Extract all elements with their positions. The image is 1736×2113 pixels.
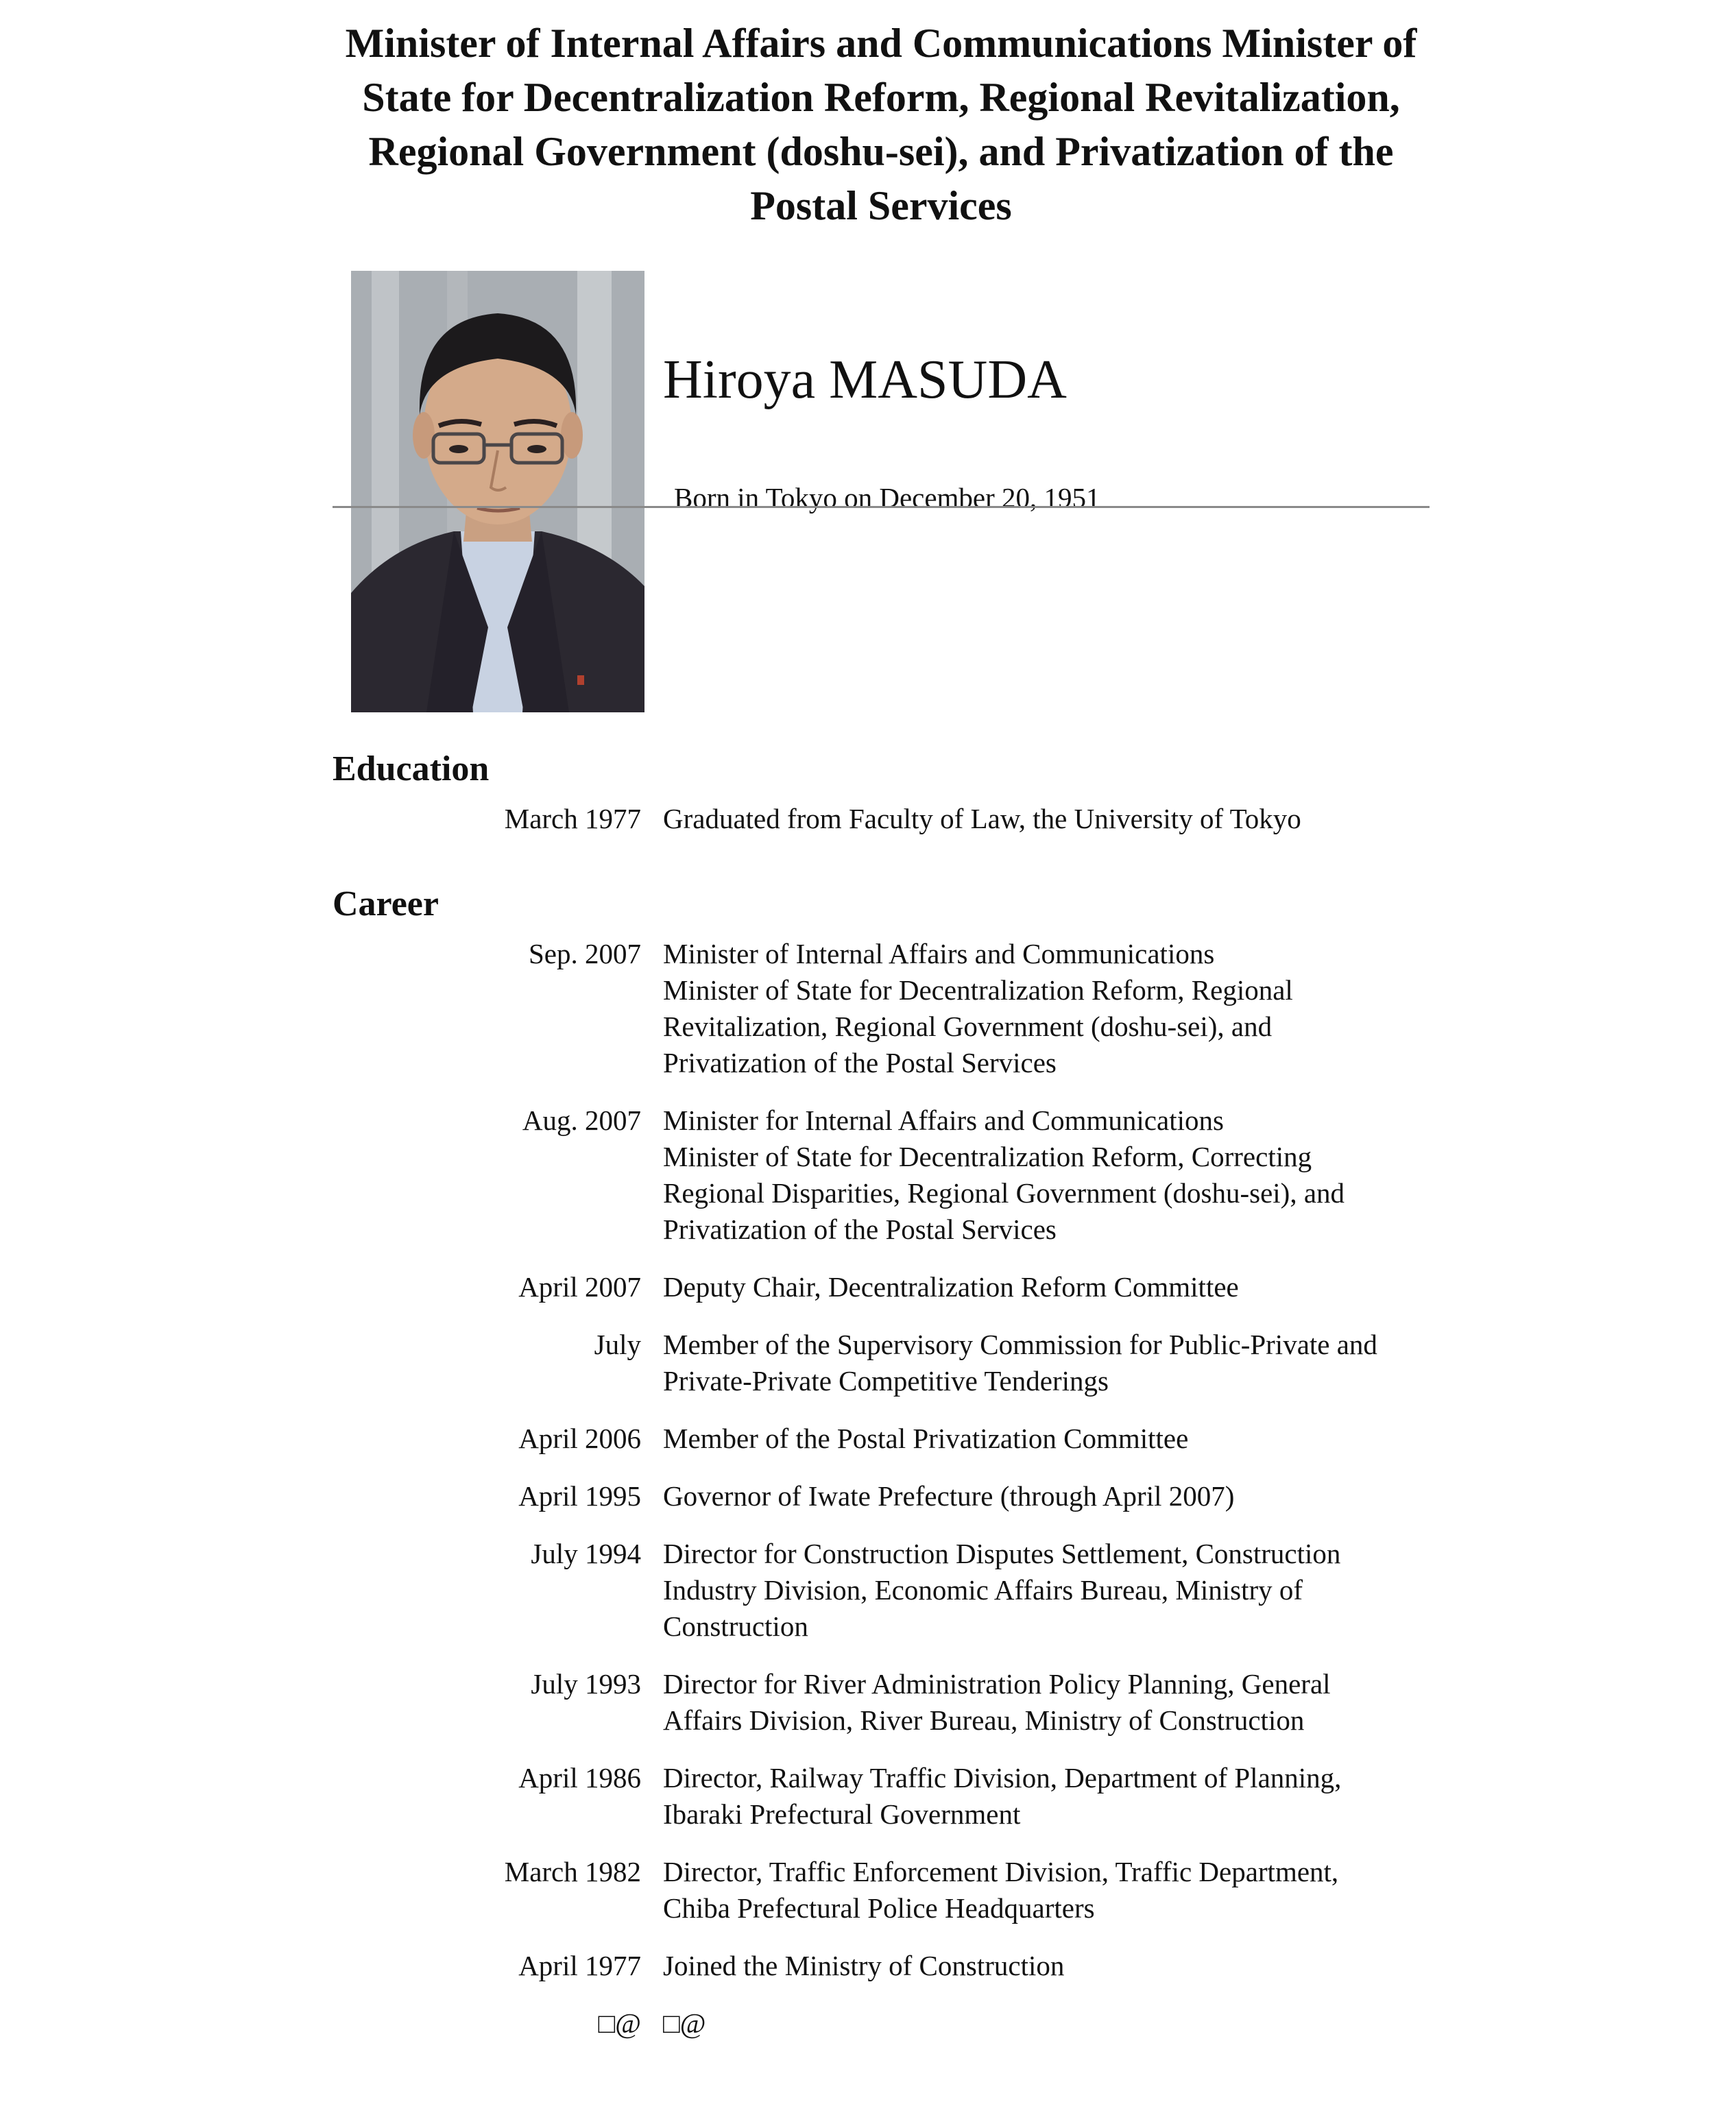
career-entry xyxy=(333,1421,1430,1457)
career-entry xyxy=(333,1948,1430,1984)
entry-line: Revitalization, Regional Government (doshu-sei), and xyxy=(663,1011,1273,1042)
entry-line: Regional Disparities, Regional Government (doshu-sei), and xyxy=(663,1177,1345,1209)
career-entry xyxy=(333,1327,1430,1399)
entry-line: Privatization of the Postal Services xyxy=(663,1047,1057,1078)
entry-line: Director, Railway Traffic Division, Department of Planning, xyxy=(663,1762,1342,1794)
entry-date: April 1977 xyxy=(518,1950,641,1981)
birth-info: Born in Tokyo on December 20, 1951 xyxy=(674,482,1100,514)
entry-line: Joined the Ministry of Construction xyxy=(663,1950,1065,1981)
career-list xyxy=(333,936,1430,2042)
entry-date: March 1977 xyxy=(504,803,641,834)
education-heading: Education xyxy=(333,749,490,788)
entry-date: Sep. 2007 xyxy=(529,938,641,969)
entry-line: Member of the Supervisory Commission for Public-Private and xyxy=(663,1329,1377,1360)
profile-header xyxy=(333,233,1430,713)
entry-description xyxy=(663,1327,1403,1399)
entry-line: Director for Construction Disputes Settlement, Construction xyxy=(663,1538,1341,1569)
entry-line: Minister for Internal Affairs and Communications xyxy=(663,1104,1224,1136)
career-entry xyxy=(333,1102,1430,1248)
entry-date: April 2007 xyxy=(518,1271,641,1303)
entry-date: April 1986 xyxy=(518,1762,641,1794)
entry-line: □@ xyxy=(663,2007,706,2039)
entry-line: Governor of Iwate Prefecture (through April 2007) xyxy=(663,1480,1235,1512)
entry-description xyxy=(663,2005,1403,2042)
entry-date: March 1982 xyxy=(504,1856,641,1887)
entry-line: Minister of State for Decentralization Reform, Correcting xyxy=(663,1141,1312,1172)
entry-description xyxy=(663,1269,1403,1305)
entry-line: Graduated from Faculty of Law, the University of Tokyo xyxy=(663,803,1301,834)
page-title: Minister of Internal Affairs and Communications Minister of State for Decentralization Reform, Regional Revitalization, Regional Government (doshu-sei), and Privatization of the Postal Services xyxy=(345,21,1417,228)
entry-line: Director for River Administration Policy Planning, General xyxy=(663,1668,1331,1700)
entry-line: Ibaraki Prefectural Government xyxy=(663,1798,1021,1830)
entry-description xyxy=(663,1536,1403,1645)
entry-date: July 1994 xyxy=(531,1538,641,1569)
career-entry xyxy=(333,2005,1430,2042)
person-name: Hiroya MASUDA xyxy=(663,350,1067,410)
career-entry xyxy=(333,1478,1430,1514)
entry-description xyxy=(663,1666,1403,1739)
section-divider xyxy=(333,506,1430,508)
career-entry xyxy=(333,1536,1430,1645)
entry-line: Member of the Postal Privatization Committee xyxy=(663,1423,1189,1454)
entry-date: April 1995 xyxy=(518,1480,641,1512)
entry-line: Director, Traffic Enforcement Division, Traffic Department, xyxy=(663,1856,1339,1887)
entry-description xyxy=(663,936,1403,1081)
career-entry xyxy=(333,1854,1430,1927)
career-entry xyxy=(333,1666,1430,1739)
portrait-photo xyxy=(351,271,644,712)
career-entry xyxy=(333,1760,1430,1833)
entry-description xyxy=(663,1102,1403,1248)
entry-line: Privatization of the Postal Services xyxy=(663,1214,1057,1245)
entry-date: July 1993 xyxy=(531,1668,641,1700)
entry-line: Construction xyxy=(663,1610,808,1642)
entry-line: Affairs Division, River Bureau, Ministry of Construction xyxy=(663,1704,1305,1736)
entry-description xyxy=(663,1421,1403,1457)
education-list xyxy=(333,801,1430,837)
entry-line: Deputy Chair, Decentralization Reform Committee xyxy=(663,1271,1239,1303)
entry-date: April 2006 xyxy=(518,1423,641,1454)
career-heading: Career xyxy=(333,884,439,923)
entry-description xyxy=(663,1760,1403,1833)
entry-line: Private-Private Competitive Tenderings xyxy=(663,1365,1109,1397)
career-entry xyxy=(333,1269,1430,1305)
entry-description xyxy=(663,1854,1403,1927)
career-entry xyxy=(333,936,1430,1081)
profile-page xyxy=(333,0,1430,2063)
entry-line: Industry Division, Economic Affairs Bureau, Ministry of xyxy=(663,1574,1303,1606)
entry-line: Minister of State for Decentralization Reform, Regional xyxy=(663,974,1293,1006)
entry-description xyxy=(663,801,1403,837)
entry-line: Chiba Prefectural Police Headquarters xyxy=(663,1892,1095,1924)
education-entry xyxy=(333,801,1430,837)
entry-date: Aug. 2007 xyxy=(522,1104,641,1136)
entry-line: Minister of Internal Affairs and Communications xyxy=(663,938,1215,969)
entry-description xyxy=(663,1948,1403,1984)
entry-date: □@ xyxy=(598,2007,641,2039)
entry-date: July xyxy=(594,1329,641,1360)
entry-description xyxy=(663,1478,1403,1514)
